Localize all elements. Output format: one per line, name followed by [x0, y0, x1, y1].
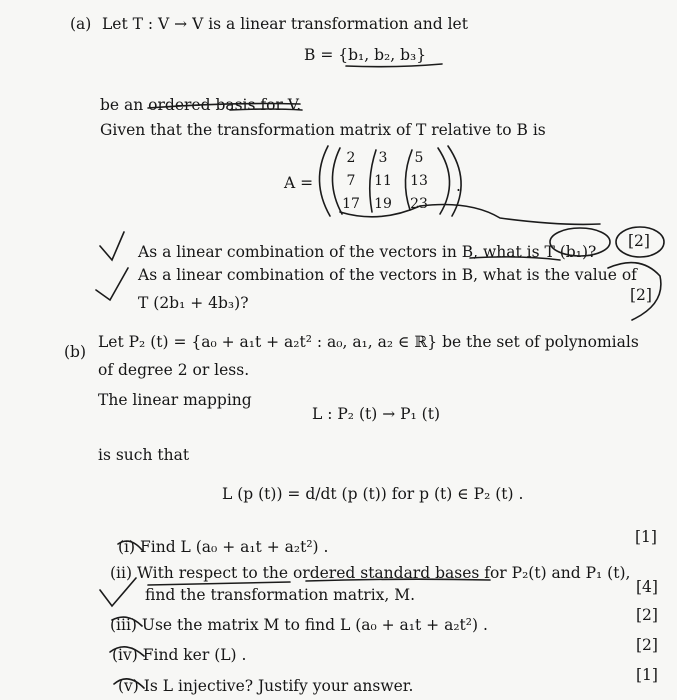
marks-b-i: [1]	[635, 528, 657, 546]
such-that-text: is such that	[98, 446, 190, 464]
part-a-intro: Let T : V → V is a linear transformation and let	[102, 15, 468, 33]
part-b-intro-line1: Let P₂ (t) = {a₀ + a₁t + a₂t² : a₀, a₁, a₂ ∈ ℝ} be the set of polynomials	[98, 333, 639, 351]
basis-description: be an ordered basis for V.	[100, 96, 302, 114]
marks-b-iii: [2]	[636, 606, 658, 624]
tick-a-ii	[96, 268, 128, 300]
marks-a-i: [2]	[628, 232, 650, 250]
matrix-cell: 11	[374, 173, 392, 189]
matrix-cell: 5	[414, 150, 424, 166]
question-a-i: As a linear combination of the vectors in B, what is T (b₁)?	[138, 243, 597, 261]
given-statement: Given that the transformation matrix of T relative to B is	[100, 121, 546, 139]
question-a-ii-line1: As a linear combination of the vectors in B, what is the value of	[138, 266, 637, 284]
question-b-ii	[110, 563, 630, 583]
question-number: (iv)	[112, 646, 138, 664]
question-number: (ii)	[110, 564, 133, 582]
marks-b-v: [1]	[636, 666, 658, 684]
question-b-i	[118, 537, 328, 557]
matrix-cell: 19	[374, 196, 392, 212]
matrix-period: .	[456, 177, 461, 195]
question-text: Is L injective? Justify your answer.	[143, 677, 414, 695]
question-b-v	[118, 676, 413, 696]
part-a-label: (a)	[70, 15, 92, 33]
matrix-cell: 23	[410, 196, 428, 212]
matrix-cell: 17	[342, 196, 360, 212]
basis-equation: B = {b₁, b₂, b₃}	[304, 46, 427, 64]
question-number: (i)	[118, 538, 136, 556]
matrix-cell: 3	[378, 150, 388, 166]
question-text: With respect to the ordered standard bases for P₂(t) and P₁ (t),	[136, 564, 631, 582]
question-text: Use the matrix M to find L (a₀ + a₁t + a₂t²) .	[141, 616, 488, 634]
tick-a-i	[100, 232, 124, 260]
matrix-label: A =	[284, 174, 314, 192]
matrix-a	[318, 146, 458, 216]
marks-b-iv: [2]	[636, 636, 658, 654]
question-b-iv	[112, 645, 246, 665]
marks-b-ii: [4]	[636, 578, 658, 596]
matrix-cell: 7	[346, 173, 356, 189]
question-a-ii-line2: T (2b₁ + 4b₃)?	[138, 294, 249, 312]
l-definition: L (p (t)) = d/dt (p (t)) for p (t) ∈ P₂ (t) .	[222, 485, 524, 503]
linear-mapping-text: The linear mapping	[98, 391, 252, 409]
marks-a-ii: [2]	[630, 286, 652, 304]
question-b-iii	[110, 615, 488, 635]
question-number: (iii)	[110, 616, 137, 634]
question-text: Find L (a₀ + a₁t + a₂t²) .	[140, 538, 329, 556]
part-b-intro-line2: of degree 2 or less.	[98, 361, 250, 379]
matrix-cell: 13	[410, 173, 428, 189]
question-text: Find ker (L) .	[142, 646, 247, 664]
question-number: (v)	[118, 677, 139, 695]
part-b-label: (b)	[64, 343, 87, 361]
question-b-ii-line2: find the transformation matrix, M.	[145, 586, 416, 604]
mapping-definition: L : P₂ (t) → P₁ (t)	[312, 405, 440, 423]
matrix-cell: 2	[346, 150, 356, 166]
